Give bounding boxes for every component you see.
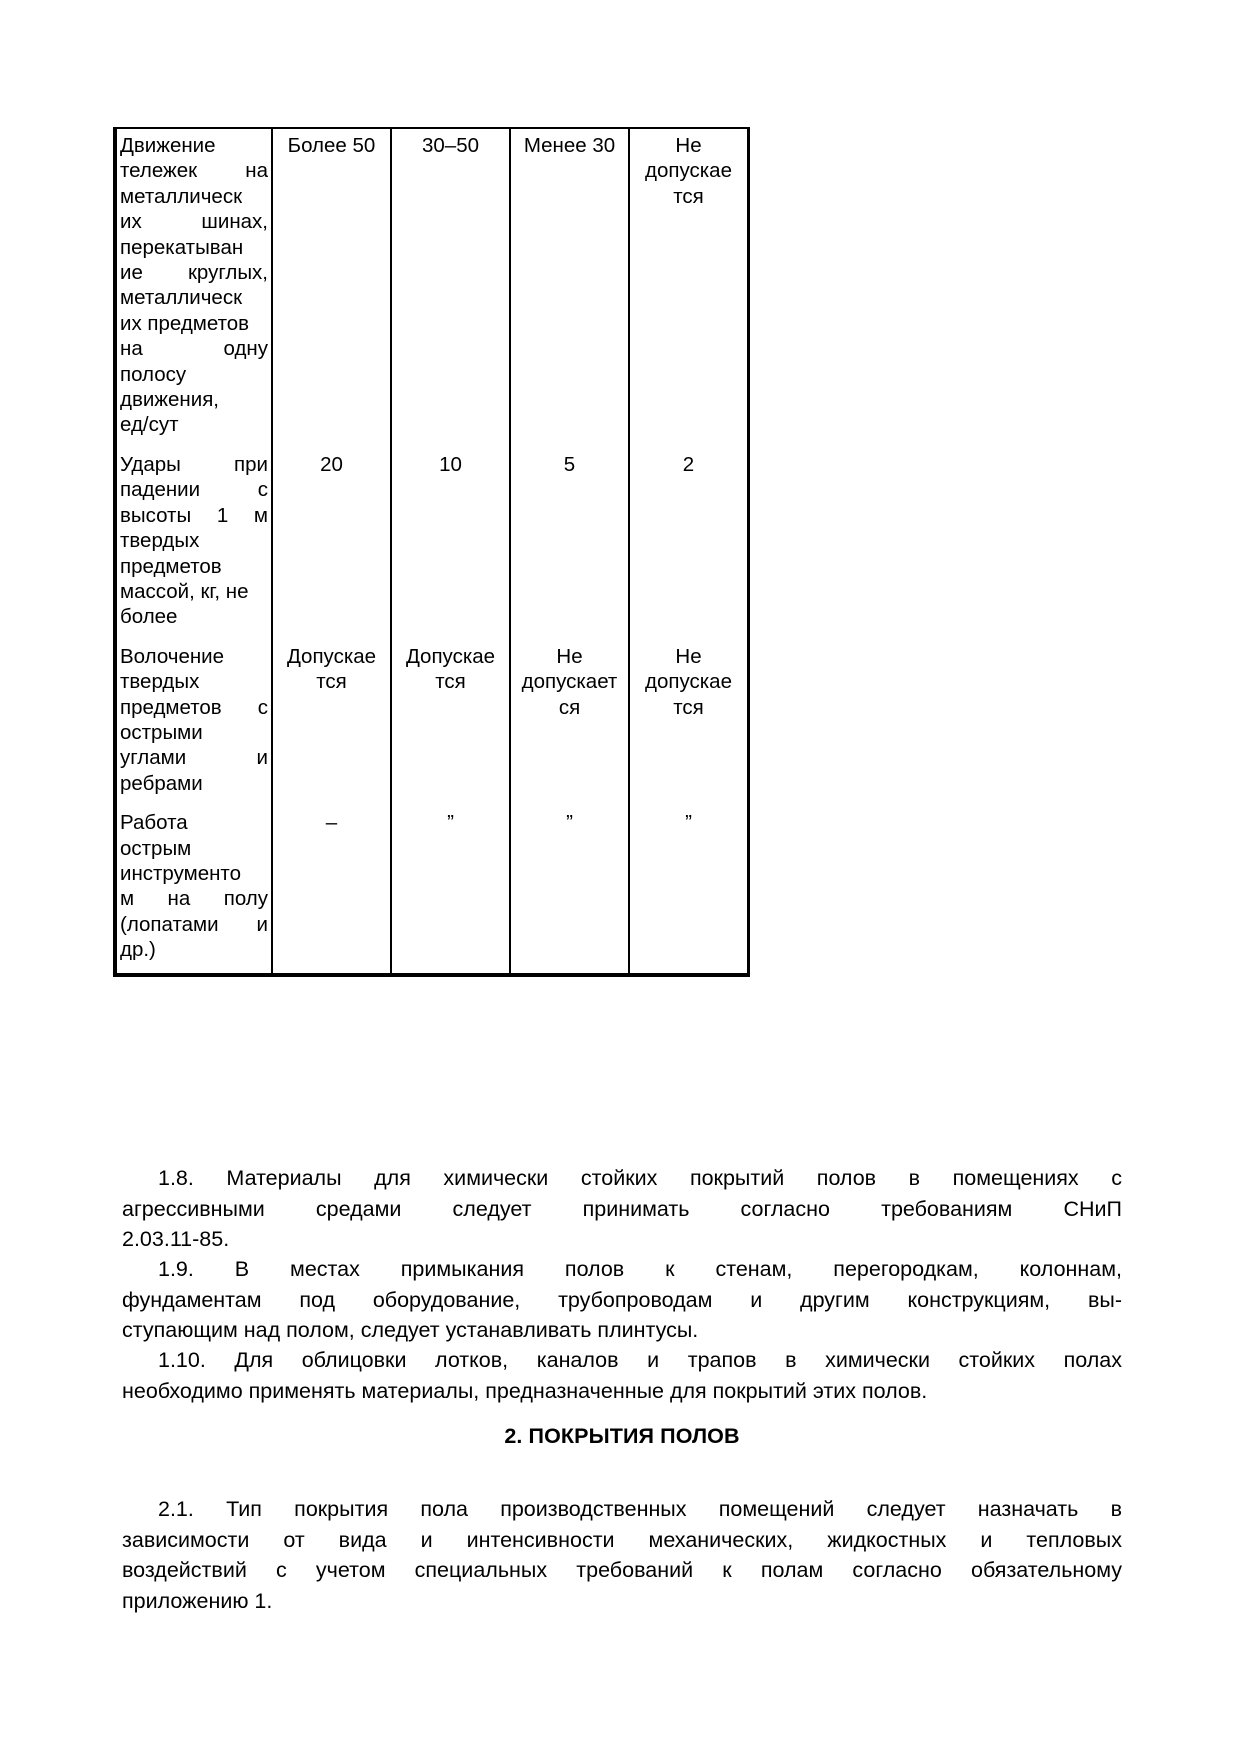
value-line: – bbox=[325, 811, 338, 835]
label-line: предметов с bbox=[120, 695, 268, 719]
paragraph-text bbox=[122, 1163, 1122, 1255]
value-line: тся bbox=[673, 184, 704, 208]
paragraph-line: агрессивными средами следует принимать согласно требованиям СНиП bbox=[122, 1196, 1122, 1221]
label-line: падении с bbox=[120, 478, 268, 502]
paragraph-text bbox=[122, 1494, 1122, 1616]
paragraph-line: 1.9. В местах примыкания полов к стенам, перегородкам, колоннам, bbox=[158, 1257, 1122, 1281]
value-line: Не bbox=[675, 644, 702, 668]
label-line: предметов bbox=[120, 554, 222, 578]
row-value-cell bbox=[391, 806, 510, 974]
value-line: ся bbox=[558, 695, 581, 719]
row-value-cell bbox=[391, 640, 510, 806]
value-line: 20 bbox=[320, 452, 343, 476]
label-line: Работа bbox=[120, 811, 188, 835]
row-value-cell bbox=[391, 128, 510, 448]
table-row bbox=[115, 640, 749, 806]
row-value-cell bbox=[510, 640, 629, 806]
row-label-cell bbox=[115, 806, 272, 974]
row-value-cell bbox=[629, 128, 749, 448]
label-line: ребрами bbox=[120, 771, 203, 795]
value-line: 5 bbox=[563, 452, 576, 476]
value-line: тся bbox=[435, 670, 466, 694]
label-line: металлическ bbox=[120, 286, 243, 310]
paragraph-1-8 bbox=[122, 1163, 1122, 1255]
table-row bbox=[115, 128, 749, 448]
paragraph-line: зависимости от вида и интенсивности механических, жидкостных и тепловых bbox=[122, 1527, 1122, 1552]
label-line: м на полу bbox=[120, 887, 268, 911]
value-line: допускае bbox=[645, 670, 732, 694]
value-line: 30–50 bbox=[421, 134, 479, 157]
value-line: ” bbox=[566, 811, 573, 835]
label-line: их шинах, bbox=[120, 210, 268, 234]
label-line: твердых bbox=[120, 529, 200, 553]
value-line: 2 bbox=[682, 452, 695, 476]
row-value-cell bbox=[272, 806, 391, 974]
section-heading bbox=[122, 1424, 1122, 1449]
row-value-cell bbox=[510, 806, 629, 974]
label-line: полосу bbox=[120, 362, 187, 386]
label-line: др.) bbox=[120, 938, 156, 962]
row-value-cell bbox=[272, 128, 391, 448]
row-value-cell bbox=[391, 448, 510, 640]
value-line: Допускае bbox=[405, 644, 496, 668]
value-line: Допускае bbox=[286, 644, 377, 668]
table-row bbox=[115, 448, 749, 640]
paragraph-line: 2.03.11-85. bbox=[122, 1227, 230, 1251]
label-line: движения, bbox=[120, 388, 219, 412]
label-line: острым bbox=[120, 836, 192, 860]
row-label-cell bbox=[115, 128, 272, 448]
paragraph-line: воздействий с учетом специальных требований к полам согласно обязательному bbox=[122, 1558, 1122, 1582]
paragraph-line: 1.10. Для облицовки лотков, каналов и трапов в химически стойких полах bbox=[158, 1348, 1122, 1372]
row-label-cell bbox=[115, 448, 272, 640]
label-line: углами и bbox=[120, 746, 268, 770]
label-line: острыми bbox=[120, 720, 203, 744]
label-line: высоты 1 м bbox=[120, 503, 268, 527]
paragraph-line: 1.8. Материалы для химически стойких покрытий полов в помещениях с bbox=[158, 1166, 1122, 1190]
label-line: Удары при bbox=[120, 452, 268, 476]
row-value-cell bbox=[510, 448, 629, 640]
label-line: Волочение bbox=[120, 644, 225, 668]
table-row bbox=[115, 806, 749, 974]
row-value-cell bbox=[629, 806, 749, 974]
mechanical-impacts-table bbox=[113, 127, 750, 977]
label-line: массой, кг, не bbox=[120, 579, 249, 603]
label-line: твердых bbox=[120, 670, 200, 694]
label-line: металлическ bbox=[120, 184, 243, 208]
section-heading-text: 2. ПОКРЫТИЯ ПОЛОВ bbox=[504, 1424, 740, 1448]
label-line: ед/сут bbox=[120, 413, 179, 437]
label-line: более bbox=[120, 605, 178, 629]
paragraph-1-9 bbox=[122, 1254, 1122, 1346]
paragraph-line: необходимо применять материалы, предназначенные для покрытий этих полов. bbox=[122, 1378, 928, 1403]
label-line: их предметов bbox=[120, 311, 250, 335]
label-line: тележек на bbox=[120, 159, 268, 183]
label-line: (лопатами и bbox=[120, 912, 268, 936]
label-line: перекатыван bbox=[120, 235, 244, 259]
row-value-cell bbox=[272, 448, 391, 640]
row-value-cell bbox=[629, 640, 749, 806]
row-value-cell bbox=[510, 128, 629, 448]
mechanical-impacts-table-wrapper bbox=[113, 127, 732, 977]
paragraph-line: фундаментам под оборудование, трубопроводам и другим конструкциям, вы- bbox=[122, 1287, 1122, 1312]
row-value-cell bbox=[272, 640, 391, 806]
paragraph-text bbox=[122, 1254, 1122, 1346]
paragraph-line: ступающим над полом, следует устанавливать плинтусы. bbox=[122, 1318, 699, 1342]
table-body bbox=[115, 128, 749, 975]
row-label-cell bbox=[115, 640, 272, 806]
row-value-cell bbox=[629, 448, 749, 640]
paragraph-1-10 bbox=[122, 1345, 1122, 1406]
paragraph-2-1 bbox=[122, 1494, 1122, 1616]
value-line: Менее 30 bbox=[523, 134, 616, 157]
value-line: Не bbox=[556, 644, 583, 668]
label-line: ие круглых, bbox=[120, 261, 268, 285]
paragraph-line: 2.1. Тип покрытия пола производственных помещений следует назначать в bbox=[158, 1497, 1122, 1521]
value-line: ” bbox=[447, 811, 454, 835]
value-line: допускае bbox=[645, 159, 732, 183]
value-line: 10 bbox=[439, 452, 462, 476]
value-line: допускает bbox=[521, 670, 618, 694]
value-line: Более 50 bbox=[287, 134, 376, 157]
value-line: ” bbox=[685, 811, 692, 835]
label-line: Движение bbox=[120, 134, 216, 157]
value-line: Не bbox=[675, 134, 702, 157]
label-line: на одну bbox=[120, 337, 268, 361]
value-line: тся bbox=[673, 695, 704, 719]
label-line: инструменто bbox=[120, 861, 241, 885]
paragraph-text bbox=[122, 1345, 1122, 1406]
paragraph-line: приложению 1. bbox=[122, 1588, 273, 1613]
value-line: тся bbox=[316, 670, 347, 694]
